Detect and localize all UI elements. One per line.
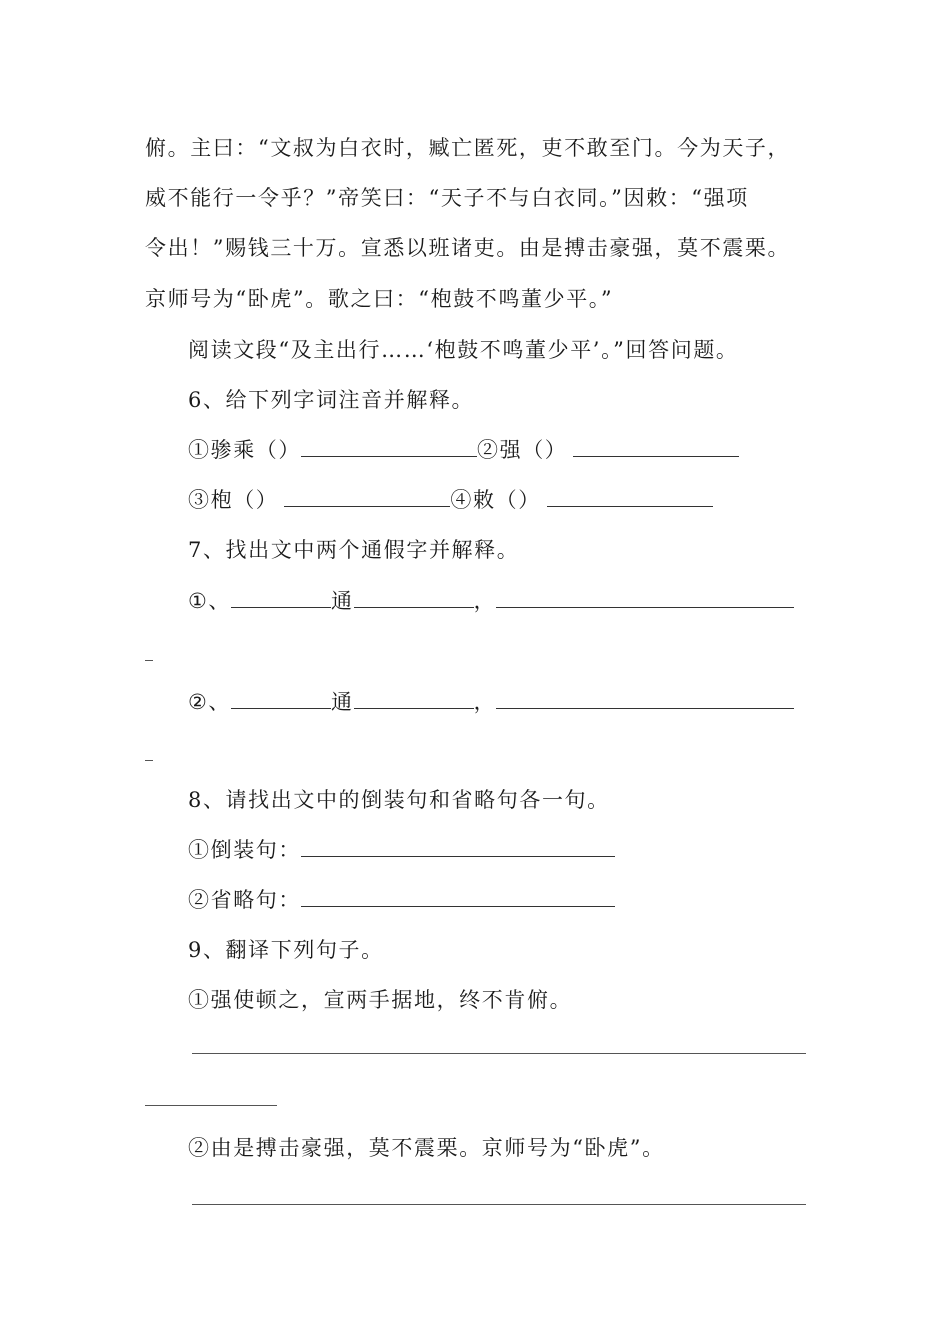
answer-blank[interactable] (547, 486, 713, 507)
passage-line-4: 京师号为“卧虎”。歌之曰：“枹鼓不鸣董少平。” (145, 287, 614, 311)
answer-line[interactable] (192, 1204, 806, 1205)
tong-label: 通 (331, 589, 354, 613)
comma: ， (473, 690, 497, 714)
answer-line-continuation (145, 760, 153, 761)
reading-instruction: 阅读文段“及主出行……‘枹鼓不鸣董少平’。”回答问题。 (188, 338, 739, 362)
q8-item-2: ②省略句： (188, 888, 301, 912)
answer-line-continuation (145, 660, 153, 661)
q6-item-4: ④敕（） (450, 488, 541, 512)
passage-line-2: 威不能行一令乎？”帝笑曰：“天子不与白衣同。”因敕：“强项 (145, 186, 749, 210)
question-6-title: 6、给下列字词注音并解释。 (188, 388, 475, 412)
answer-blank[interactable] (231, 688, 331, 709)
question-6-row-1 (188, 435, 739, 465)
q6-item-3: ③枹（） (188, 488, 279, 512)
q7-item-1: ①、 (188, 589, 232, 613)
question-9-item-2: ②由是搏击豪强，莫不震栗。京师号为“卧虎”。 (188, 1136, 665, 1160)
answer-blank[interactable] (284, 486, 450, 507)
question-8-title: 8、请找出文中的倒装句和省略句各一句。 (188, 788, 610, 812)
answer-blank[interactable] (573, 436, 739, 457)
question-7-row-2 (188, 687, 794, 717)
question-7-title: 7、找出文中两个通假字并解释。 (188, 538, 520, 562)
question-8-row-2 (188, 885, 615, 915)
answer-blank[interactable] (354, 688, 474, 709)
answer-blank[interactable] (301, 836, 615, 857)
passage-line-1: 俯。主曰：“文叔为白衣时，臧亡匿死，吏不敢至门。今为天子， (145, 136, 791, 160)
answer-blank[interactable] (301, 886, 615, 907)
tong-label: 通 (331, 690, 354, 714)
q6-item-1: ①骖乘（） (188, 438, 301, 462)
passage-line-3: 令出！”赐钱三十万。宣悉以班诸吏。由是搏击豪强，莫不震栗。 (145, 236, 791, 260)
q7-item-2: ②、 (188, 690, 232, 714)
question-7-row-1 (188, 586, 794, 616)
answer-line-continuation[interactable] (145, 1105, 277, 1106)
answer-blank[interactable] (354, 587, 474, 608)
question-9-title: 9、翻译下列句子。 (188, 938, 384, 962)
question-6-row-2 (188, 485, 713, 515)
answer-blank[interactable] (496, 587, 794, 608)
q8-item-1: ①倒装句： (188, 838, 301, 862)
question-9-item-1: ①强使顿之，宣两手据地，终不肯俯。 (188, 988, 573, 1012)
answer-blank[interactable] (496, 688, 794, 709)
q6-item-2: ②强（） (477, 438, 568, 462)
question-8-row-1 (188, 835, 615, 865)
answer-blank[interactable] (231, 587, 331, 608)
answer-blank[interactable] (301, 436, 477, 457)
answer-line[interactable] (192, 1053, 806, 1054)
comma: ， (473, 589, 497, 613)
